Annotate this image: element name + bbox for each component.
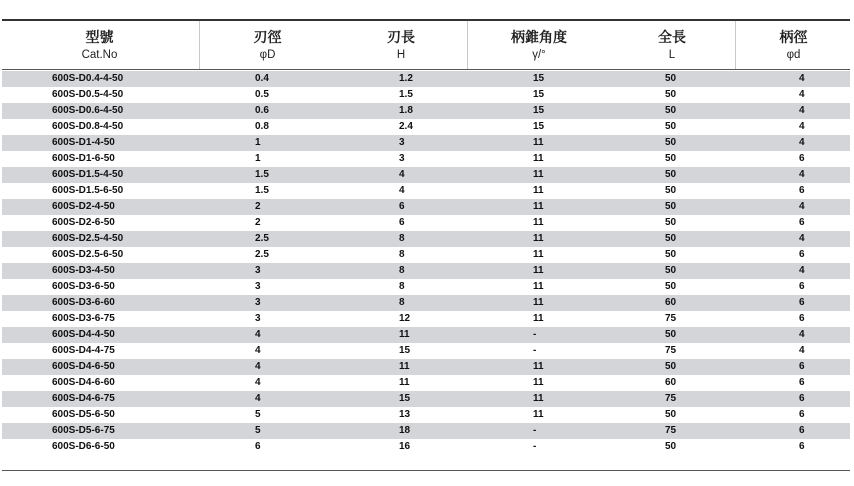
cell-blade-diameter: 1	[255, 137, 261, 148]
table-bottom-rule	[2, 470, 850, 471]
cell-blade-diameter: 1.5	[255, 185, 269, 196]
cell-blade-length: 11	[399, 329, 410, 340]
table-row	[2, 119, 850, 135]
cell-blade-length: 3	[399, 137, 405, 148]
cell-cat-no: 600S-D0.8-4-50	[52, 121, 124, 132]
table-row	[2, 151, 850, 167]
cell-shank-diameter: 4	[799, 265, 805, 276]
cell-blade-length: 8	[399, 281, 405, 292]
table-row	[2, 423, 850, 439]
header-bottom-rule	[2, 69, 850, 70]
cell-taper-angle: -	[533, 329, 537, 340]
table-row	[2, 295, 850, 311]
cell-taper-angle: 11	[533, 185, 544, 196]
cell-cat-no: 600S-D1-4-50	[52, 137, 115, 148]
cell-overall-length: 50	[665, 89, 677, 100]
cell-blade-length: 15	[399, 345, 411, 356]
cell-cat-no: 600S-D4-6-50	[52, 361, 115, 372]
cell-blade-diameter: 0.4	[255, 73, 269, 84]
cell-taper-angle: 11	[533, 409, 544, 420]
cell-cat-no: 600S-D1-6-50	[52, 153, 115, 164]
header-blade-diameter-jp: 刃徑	[253, 30, 282, 46]
cell-shank-diameter: 6	[799, 217, 805, 228]
cell-cat-no: 600S-D0.4-4-50	[52, 73, 124, 84]
cell-taper-angle: 11	[533, 393, 544, 404]
cell-overall-length: 50	[665, 217, 677, 228]
cell-overall-length: 60	[665, 377, 677, 388]
cell-overall-length: 50	[665, 361, 677, 372]
cell-taper-angle: -	[533, 425, 537, 436]
cell-blade-diameter: 2	[255, 217, 261, 228]
cell-shank-diameter: 4	[799, 201, 805, 212]
cell-shank-diameter: 4	[799, 121, 805, 132]
cell-taper-angle: 11	[533, 217, 544, 228]
cell-overall-length: 50	[665, 153, 677, 164]
cell-shank-diameter: 6	[799, 425, 805, 436]
cell-taper-angle: 11	[533, 361, 544, 372]
table-body	[2, 71, 850, 455]
cell-shank-diameter: 4	[799, 105, 805, 116]
cell-shank-diameter: 4	[799, 329, 805, 340]
cell-blade-diameter: 5	[255, 425, 261, 436]
cell-overall-length: 50	[665, 137, 677, 148]
cell-taper-angle: 15	[533, 73, 545, 84]
cell-taper-angle: -	[533, 345, 537, 356]
cell-blade-length: 15	[399, 393, 411, 404]
cell-shank-diameter: 4	[799, 73, 805, 84]
cell-blade-diameter: 2.5	[255, 249, 269, 260]
cell-overall-length: 50	[665, 265, 677, 276]
header-blade-length-en: H	[396, 49, 406, 61]
cell-cat-no: 600S-D2-4-50	[52, 201, 115, 212]
cell-blade-length: 4	[399, 185, 405, 196]
header-taper-angle	[469, 21, 609, 69]
cell-cat-no: 600S-D0.6-4-50	[52, 105, 124, 116]
cell-cat-no: 600S-D2-6-50	[52, 217, 115, 228]
cell-blade-length: 3	[399, 153, 405, 164]
header-cat-no	[2, 21, 197, 69]
table-row	[2, 71, 850, 87]
cell-taper-angle: 11	[533, 169, 544, 180]
cell-shank-diameter: 6	[799, 377, 805, 388]
header-separator	[199, 21, 200, 69]
header-cat-no-en: Cat.No	[81, 49, 118, 61]
cell-taper-angle: 15	[533, 89, 545, 100]
cell-overall-length: 75	[665, 393, 677, 404]
cell-blade-diameter: 4	[255, 345, 261, 356]
cell-taper-angle: 11	[533, 297, 544, 308]
cell-overall-length: 50	[665, 73, 677, 84]
cell-blade-diameter: 1.5	[255, 169, 269, 180]
cell-blade-length: 16	[399, 441, 411, 452]
cell-blade-diameter: 6	[255, 441, 261, 452]
table-row	[2, 359, 850, 375]
cell-overall-length: 50	[665, 441, 677, 452]
cell-blade-length: 6	[399, 201, 405, 212]
cell-overall-length: 75	[665, 313, 677, 324]
cell-blade-length: 6	[399, 217, 405, 228]
cell-blade-diameter: 2	[255, 201, 261, 212]
cell-shank-diameter: 6	[799, 297, 805, 308]
cell-cat-no: 600S-D6-6-50	[52, 441, 115, 452]
table-row	[2, 391, 850, 407]
table-row	[2, 135, 850, 151]
cell-blade-length: 4	[399, 169, 405, 180]
header-shank-diameter-jp: 柄徑	[779, 30, 808, 46]
cell-taper-angle: 11	[533, 377, 544, 388]
cell-overall-length: 50	[665, 249, 677, 260]
cell-blade-diameter: 1	[255, 153, 261, 164]
header-taper-angle-en: γ/°	[532, 49, 546, 61]
cell-shank-diameter: 6	[799, 313, 805, 324]
cell-blade-length: 13	[399, 409, 411, 420]
table-row	[2, 103, 850, 119]
cell-blade-length: 11	[399, 361, 410, 372]
cell-cat-no: 600S-D1.5-4-50	[52, 169, 124, 180]
table-row	[2, 167, 850, 183]
header-separator	[735, 21, 736, 69]
table-row	[2, 215, 850, 231]
cell-blade-length: 2.4	[399, 121, 413, 132]
table-row	[2, 407, 850, 423]
table-row	[2, 183, 850, 199]
cell-cat-no: 600S-D5-6-75	[52, 425, 115, 436]
cell-shank-diameter: 6	[799, 281, 805, 292]
cell-blade-diameter: 4	[255, 329, 261, 340]
cell-blade-diameter: 4	[255, 393, 261, 404]
cell-shank-diameter: 6	[799, 441, 805, 452]
cell-blade-diameter: 0.6	[255, 105, 269, 116]
cell-shank-diameter: 6	[799, 393, 805, 404]
header-blade-diameter	[200, 21, 335, 69]
header-shank-diameter	[737, 21, 850, 69]
cell-blade-diameter: 0.5	[255, 89, 269, 100]
cell-blade-diameter: 3	[255, 281, 261, 292]
cell-blade-length: 8	[399, 249, 405, 260]
cell-cat-no: 600S-D0.5-4-50	[52, 89, 124, 100]
cell-overall-length: 75	[665, 345, 677, 356]
cell-blade-length: 1.5	[399, 89, 413, 100]
cell-blade-length: 8	[399, 297, 405, 308]
cell-shank-diameter: 6	[799, 361, 805, 372]
cell-blade-diameter: 4	[255, 361, 261, 372]
cell-blade-diameter: 3	[255, 265, 261, 276]
cell-shank-diameter: 6	[799, 409, 805, 420]
cell-shank-diameter: 4	[799, 345, 805, 356]
cell-shank-diameter: 4	[799, 233, 805, 244]
cell-taper-angle: 11	[533, 313, 544, 324]
header-overall-length-en: L	[668, 49, 676, 61]
table-row	[2, 199, 850, 215]
header-separator	[467, 21, 468, 69]
cell-taper-angle: 11	[533, 201, 544, 212]
cell-cat-no: 600S-D3-6-60	[52, 297, 115, 308]
table-row	[2, 439, 850, 455]
cell-blade-diameter: 3	[255, 297, 261, 308]
cell-overall-length: 50	[665, 169, 677, 180]
cell-cat-no: 600S-D5-6-50	[52, 409, 115, 420]
header-shank-diameter-en: φd	[786, 49, 801, 61]
cell-blade-length: 18	[399, 425, 411, 436]
table-row	[2, 375, 850, 391]
cell-cat-no: 600S-D3-6-75	[52, 313, 115, 324]
cell-overall-length: 50	[665, 121, 677, 132]
cell-shank-diameter: 4	[799, 137, 805, 148]
cell-blade-diameter: 3	[255, 313, 261, 324]
cell-blade-length: 1.2	[399, 73, 413, 84]
table-row	[2, 327, 850, 343]
cell-overall-length: 50	[665, 233, 677, 244]
cell-overall-length: 75	[665, 425, 677, 436]
cell-blade-diameter: 0.8	[255, 121, 269, 132]
cell-taper-angle: 11	[533, 153, 544, 164]
cell-overall-length: 60	[665, 297, 677, 308]
cell-shank-diameter: 4	[799, 89, 805, 100]
cell-blade-length: 8	[399, 265, 405, 276]
cell-blade-length: 11	[399, 377, 410, 388]
header-blade-length	[335, 21, 467, 69]
cell-taper-angle: 15	[533, 121, 545, 132]
cell-blade-length: 1.8	[399, 105, 413, 116]
cell-blade-length: 8	[399, 233, 405, 244]
header-overall-length	[609, 21, 735, 69]
cell-taper-angle: 15	[533, 105, 545, 116]
cell-cat-no: 600S-D2.5-4-50	[52, 233, 124, 244]
table-row	[2, 231, 850, 247]
header-cat-no-jp: 型號	[85, 30, 114, 46]
cell-overall-length: 50	[665, 329, 677, 340]
cell-cat-no: 600S-D4-4-75	[52, 345, 115, 356]
table-row	[2, 343, 850, 359]
cell-shank-diameter: 4	[799, 169, 805, 180]
cell-overall-length: 50	[665, 281, 677, 292]
cell-cat-no: 600S-D4-6-75	[52, 393, 115, 404]
cell-shank-diameter: 6	[799, 153, 805, 164]
cell-taper-angle: 11	[533, 137, 544, 148]
cell-blade-diameter: 2.5	[255, 233, 269, 244]
cell-taper-angle: 11	[533, 281, 544, 292]
table-row	[2, 311, 850, 327]
cell-taper-angle: 11	[533, 249, 544, 260]
cell-cat-no: 600S-D1.5-6-50	[52, 185, 124, 196]
table-row	[2, 279, 850, 295]
cell-taper-angle: -	[533, 441, 537, 452]
cell-blade-length: 12	[399, 313, 411, 324]
cell-cat-no: 600S-D3-4-50	[52, 265, 115, 276]
cell-overall-length: 50	[665, 105, 677, 116]
cell-blade-diameter: 5	[255, 409, 261, 420]
header-blade-length-jp: 刃長	[387, 30, 415, 46]
header-overall-length-jp: 全長	[658, 30, 686, 46]
table-row	[2, 87, 850, 103]
cell-taper-angle: 11	[533, 265, 544, 276]
cell-overall-length: 50	[665, 185, 677, 196]
cell-cat-no: 600S-D4-4-50	[52, 329, 115, 340]
cell-blade-diameter: 4	[255, 377, 261, 388]
cell-cat-no: 600S-D4-6-60	[52, 377, 115, 388]
table-row	[2, 263, 850, 279]
cell-cat-no: 600S-D2.5-6-50	[52, 249, 124, 260]
table-row	[2, 247, 850, 263]
cell-overall-length: 50	[665, 201, 677, 212]
cell-shank-diameter: 6	[799, 249, 805, 260]
cell-shank-diameter: 6	[799, 185, 805, 196]
cell-overall-length: 50	[665, 409, 677, 420]
header-taper-angle-jp: 柄錐角度	[511, 30, 567, 46]
cell-taper-angle: 11	[533, 233, 544, 244]
header-blade-diameter-en: φD	[259, 49, 276, 61]
cell-cat-no: 600S-D3-6-50	[52, 281, 115, 292]
